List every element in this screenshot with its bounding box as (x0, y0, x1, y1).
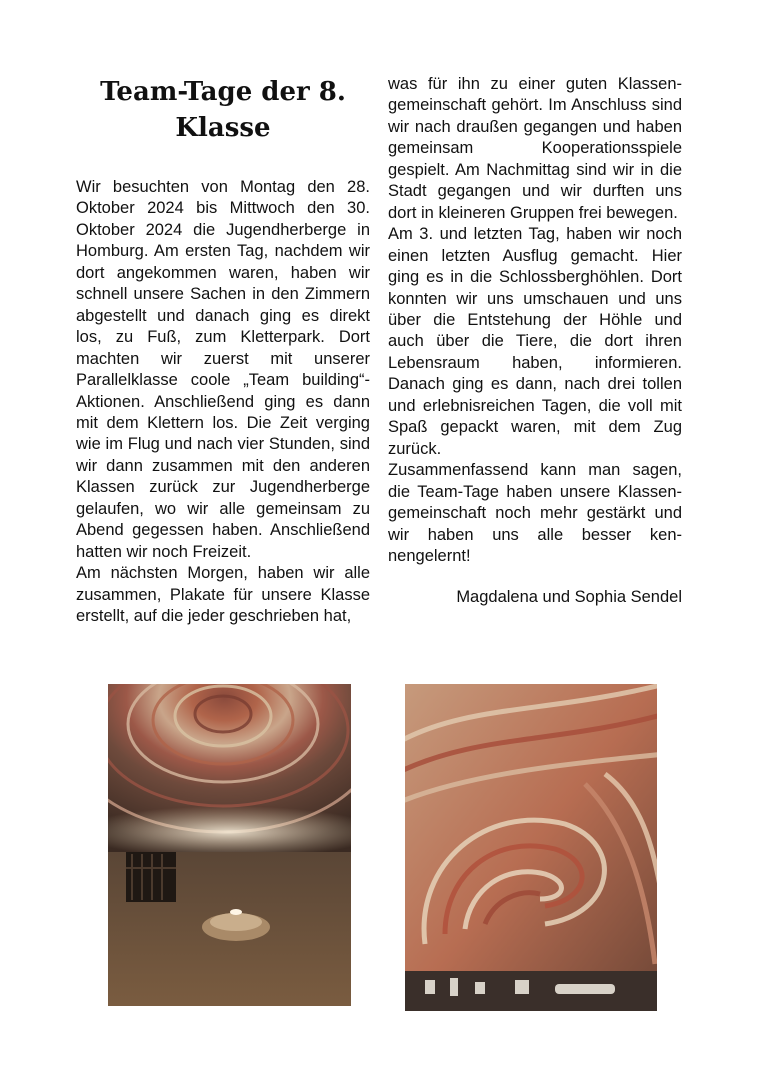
paragraph: Zusammenfassend kann man sagen, die Team-Tage haben unsere Klassengemeinschaft noch mehr gestärkt und wir haben uns alle besser kennengelernt! (388, 461, 682, 565)
author-signature: Magdalena und Sophia Sendel (456, 588, 682, 607)
article-column-right (388, 74, 682, 609)
paragraph: Wir besuchten von Montag den 28. Oktober 2024 bis Mittwoch den 30. Oktober 2024 die Jugendherberge in Homburg. Am ersten Tag, nachdem wir dort angekommen waren, haben wir schnell unsere Sachen in den Zimmern abgestellt und danach ging es direkt los, zu Fuß, zum Kletterpark. Dort machten wir zuerst mit unserer Parallelklasse coole „Team building“-Aktionen. Anschließend ging es dann mit dem Klettern los. Die Zeit verging wie im Flug und nach vier Stunden, sind wir dann zusammen mit den anderen Klassen zurück zur Jugendherberge gelaufen, wo wir alle gemeinsam zu Abend gegessen haben. Anschließend hatten wir noch Freizeit. (76, 178, 370, 561)
cave-photo-ceiling-floor (108, 684, 351, 1006)
cave-photo-sandstone-layers (405, 684, 657, 1011)
paragraph: Am nächsten Morgen, haben wir alle zusammen, Plakate für unsere Klasse erstellt, auf die jeder geschrieben hat, (76, 564, 370, 626)
article-title: Team-Tage der 8. Klasse (100, 77, 346, 143)
paragraph: was für ihn zu einer guten Klassengemeinschaft gehört. Im Anschluss sind wir nach draußen gegangen und haben gemeinsam Kooperationsspiele gespielt. Am Nachmittag sind wir in die Stadt gegangen und wir durften uns dort in kleineren Gruppen frei bewegen. (388, 75, 682, 222)
paragraph: Am 3. und letzten Tag, haben wir noch einen letzten Ausflug gemacht. Hier ging es in die Schlossberghöhlen. Dort konnten wir uns umschauen und uns über die Entstehung der Höhle und auch über die Tiere, die dort ihren Lebensraum haben, informieren. Danach ging es dann, nach drei tollen und erlebnisreichen Tagen, die voll mit Spaß gepackt waren, mit dem Zug zurück. (388, 225, 682, 458)
article-column-left (76, 177, 370, 628)
